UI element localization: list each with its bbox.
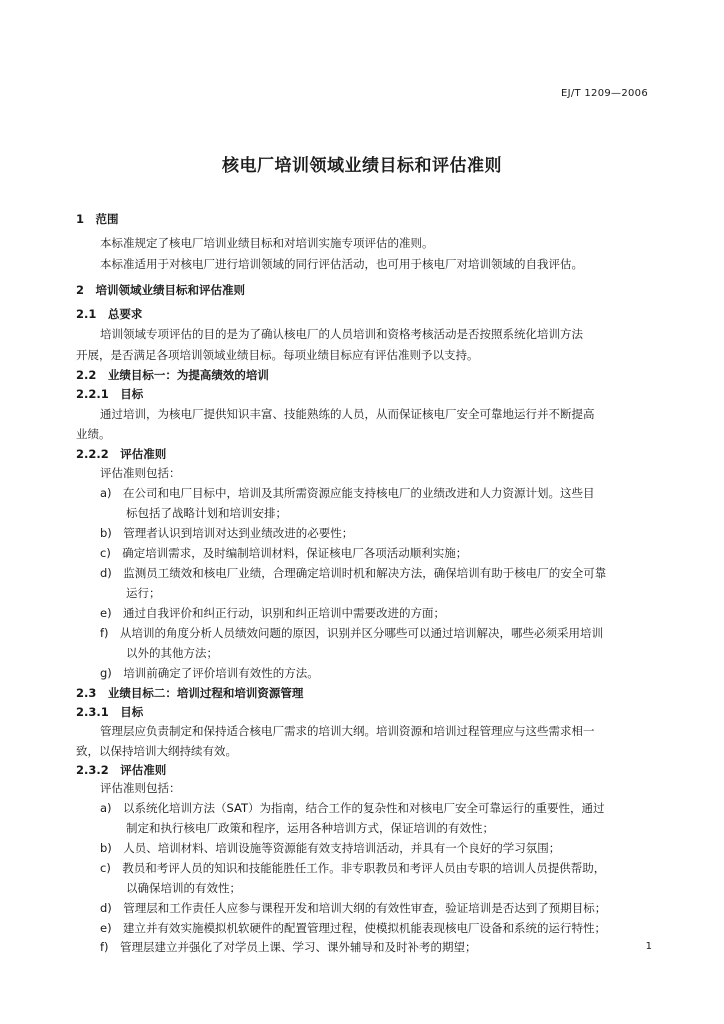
list-item: e) 建立并有效实施模拟机软硬件的配置管理过程，使模拟机能表现核电厂设备和系统的运行特性； xyxy=(100,921,607,935)
list-item-continuation: 以外的其他方法； xyxy=(126,646,218,660)
standard-code: EJ/T 1209—2006 xyxy=(560,88,648,99)
subsection-heading: 2.2.1 目标 xyxy=(76,387,144,401)
paragraph-line: 评估准则包括： xyxy=(100,466,181,480)
list-item: d) 管理层和工作责任人应参与课程开发和培训大纲的有效性审查，验证培训是否达到了预期目标； xyxy=(100,901,607,915)
subsection-heading: 2.3 业绩目标二：培训过程和培训资源管理 xyxy=(76,686,304,700)
subsection-heading: 2.3.2 评估准则 xyxy=(76,763,167,777)
list-item: d) 监测员工绩效和核电厂业绩，合理确定培训时机和解决方法，确保培训有助于核电厂的安全可靠 xyxy=(100,566,607,580)
section-heading: 1 范围 xyxy=(76,212,119,226)
paragraph-line: 培训领域专项评估的目的是为了确认核电厂的人员培训和资格考核活动是否按照系统化培训方法 xyxy=(100,327,583,341)
list-item: a) 在公司和电厂目标中，培训及其所需资源应能支持核电厂的业绩改进和人力资源计划。这些目 xyxy=(100,486,595,500)
paragraph-line: 本标准规定了核电厂培训业绩目标和对培训实施专项评估的准则。 xyxy=(100,236,434,250)
subsection-heading: 2.2 业绩目标一：为提高绩效的培训 xyxy=(76,368,269,382)
paragraph-line: 致，以保持培训大纲持续有效。 xyxy=(76,744,237,758)
document-title: 核电厂培训领域业绩目标和评估准则 xyxy=(222,156,502,176)
list-item: f) 管理层建立并强化了对学员上课、学习、课外辅导和及时补考的期望； xyxy=(100,940,477,954)
page-number: 1 xyxy=(645,941,652,952)
section-heading: 2 培训领域业绩目标和评估准则 xyxy=(76,283,245,297)
paragraph-line: 开展，是否满足各项培训领域业绩目标。每项业绩目标应有评估准则予以支持。 xyxy=(76,348,479,362)
list-item-continuation: 标包括了战略计划和培训安排； xyxy=(126,506,287,520)
subsection-heading: 2.2.2 评估准则 xyxy=(76,447,167,461)
list-item: c) 确定培训需求，及时编制培训材料，保证核电厂各项活动顺利实施； xyxy=(100,546,468,560)
list-item: b) 人员、培训材料、培训设施等资源能有效支持培训活动，并具有一个良好的学习氛围； xyxy=(100,841,561,855)
subsection-heading: 2.3.1 目标 xyxy=(76,705,144,719)
list-item-continuation: 运行； xyxy=(126,586,161,600)
list-item-continuation: 制定和执行核电厂政策和程序，运用各种培训方式，保证培训的有效性； xyxy=(126,821,494,835)
list-item: f) 从培训的角度分析人员绩效问题的原因，识别并区分哪些可以通过培训解决，哪些必须采用培训 xyxy=(100,626,604,640)
list-item-continuation: 以确保培训的有效性； xyxy=(126,881,241,895)
list-item: b) 管理者认识到培训对达到业绩改进的必要性； xyxy=(100,526,354,540)
list-item: a) 以系统化培训方法（SAT）为指南，结合工作的复杂性和对核电厂安全可靠运行的重要性，通过 xyxy=(100,801,605,815)
paragraph-line: 业绩。 xyxy=(76,427,111,441)
paragraph-line: 评估准则包括： xyxy=(100,781,181,795)
list-item: g) 培训前确定了评价培训有效性的方法。 xyxy=(100,666,319,680)
paragraph-line: 通过培训，为核电厂提供知识丰富、技能熟练的人员，从而保证核电厂安全可靠地运行并不断提高 xyxy=(100,407,595,421)
paragraph-line: 管理层应负责制定和保持适合核电厂需求的培训大纲。培训资源和培训过程管理应与这些需求相一 xyxy=(100,724,595,738)
subsection-heading: 2.1 总要求 xyxy=(76,307,143,321)
paragraph-line: 本标准适用于对核电厂进行培训领域的同行评估活动，也可用于核电厂对培训领域的自我评估。 xyxy=(100,257,583,271)
list-item: e) 通过自我评价和纠正行动，识别和纠正培训中需要改进的方面； xyxy=(100,606,446,620)
list-item: c) 教员和考评人员的知识和技能能胜任工作。非专职教员和考评人员由专职的培训人员提供帮助， xyxy=(100,861,606,875)
